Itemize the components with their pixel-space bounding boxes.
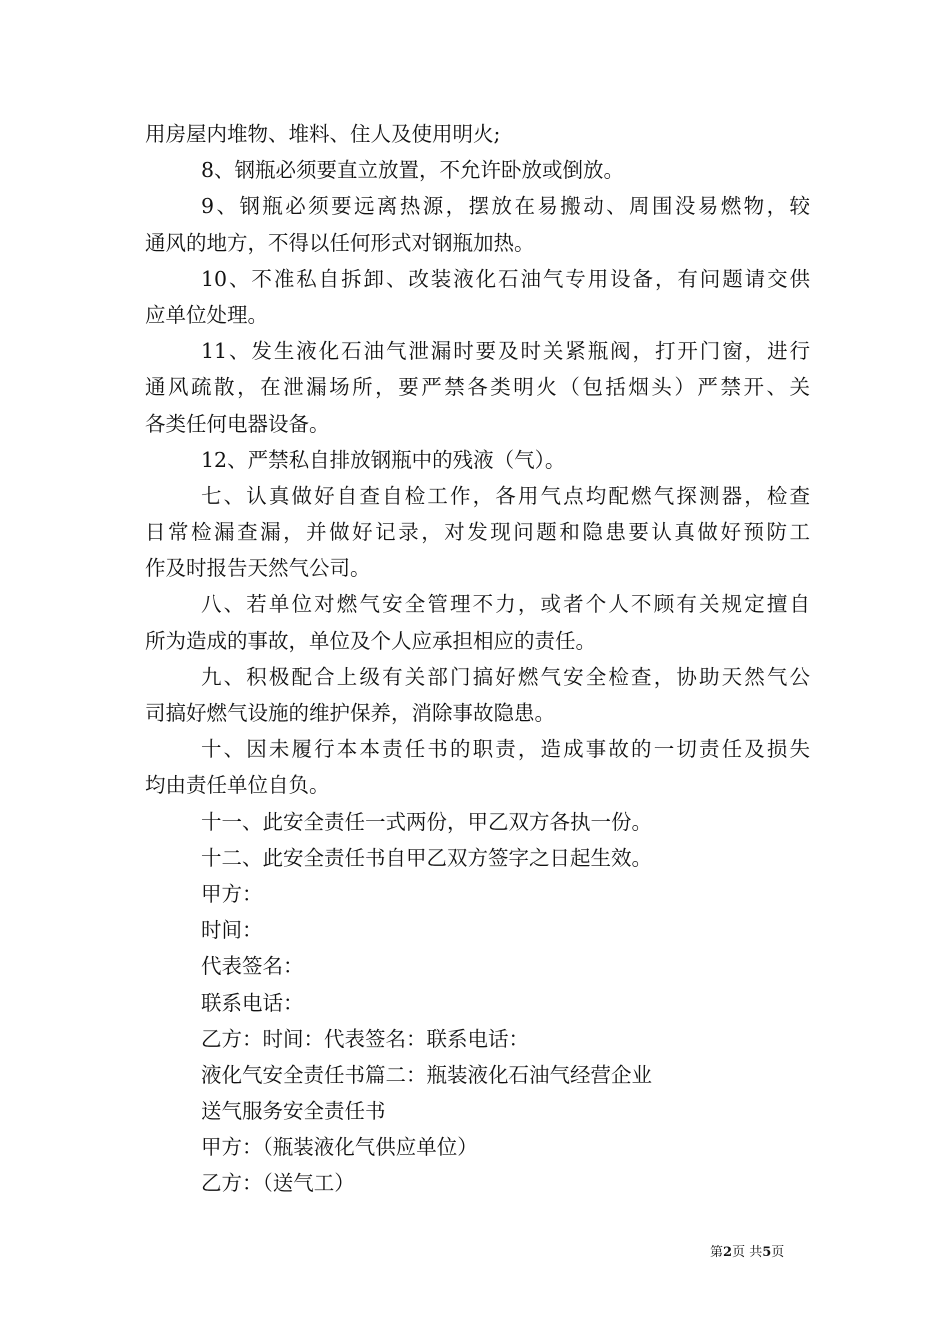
clause-12: 12、严禁私自排放钢瓶中的残液（气）。 [201,447,566,472]
footer-prefix: 第 [710,1245,724,1260]
representative-signature-label: 代表签名： [201,954,304,979]
page-number-footer [710,1244,830,1262]
section-10-line-2: 均由责任单位自负。 [145,773,330,798]
section-7-line-2: 日常检漏查漏，并做好记录，对发现问题和隐患要认真做好预防工 [145,520,810,545]
total-pages-number: 5 [762,1245,772,1260]
second-document-title-line-2: 送气服务安全责任书 [201,1099,386,1124]
section-9-line-1: 九、积极配合上级有关部门搞好燃气安全检查，协助天然气公 [201,664,810,689]
section-8-line-1: 八、若单位对燃气安全管理不力，或者个人不顾有关规定擅自 [201,592,810,617]
clause-11-line-1: 11、发生液化石油气泄漏时要及时关紧瓶阀，打开门窗，进行 [201,339,810,364]
time-label: 时间： [201,918,263,943]
footer-middle: 页 共 [732,1245,763,1260]
document-body [145,116,810,1202]
section-7-line-1: 七、认真做好自查自检工作，各用气点均配燃气探测器，检查 [201,483,810,508]
section-12: 十二、此安全责任书自甲乙双方签字之日起生效。 [201,845,652,870]
party-b-signature-line: 乙方：时间：代表签名：联系电话： [201,1026,529,1051]
section-10-line-1: 十、因未履行本本责任书的职责，造成事故的一切责任及损失 [201,737,810,762]
clause-10-line-1: 10、不准私自拆卸、改装液化石油气专用设备，有问题请交供 [201,266,810,291]
clause-10-line-2: 应单位处理。 [145,302,268,327]
section-7-line-3: 作及时报告天然气公司。 [145,556,371,581]
current-page-number: 2 [723,1245,733,1260]
contact-phone-label: 联系电话： [201,990,304,1015]
party-a-label: 甲方： [201,881,263,906]
footer-suffix: 页 [771,1245,785,1260]
section-9-line-2: 司搞好燃气设施的维护保养，消除事故隐患。 [145,701,555,725]
section-11: 十一、此安全责任一式两份，甲乙双方各执一份。 [201,809,652,834]
clause-9-line-2: 通风的地方，不得以任何形式对钢瓶加热。 [145,230,535,255]
body-line-continuation: 用房屋内堆物、堆料、住人及使用明火; [145,122,501,146]
second-document-title-line-1: 液化气安全责任书篇二：瓶装液化石油气经营企业 [201,1062,652,1087]
clause-11-line-2: 通风疏散，在泄漏场所，要严禁各类明火（包括烟头）严禁开、关 [145,375,810,400]
second-document-party-a: 甲方：（瓶装液化气供应单位） [201,1135,478,1160]
clause-9-line-1: 9、钢瓶必须要远离热源，摆放在易搬动、周围没易燃物，较 [201,194,810,219]
clause-11-line-3: 各类任何电器设备。 [145,411,330,436]
section-8-line-2: 所为造成的事故，单位及个人应承担相应的责任。 [145,628,596,653]
second-document-party-b: 乙方：（送气工） [201,1171,355,1196]
clause-8: 8、钢瓶必须要直立放置，不允许卧放或倒放。 [201,158,625,183]
